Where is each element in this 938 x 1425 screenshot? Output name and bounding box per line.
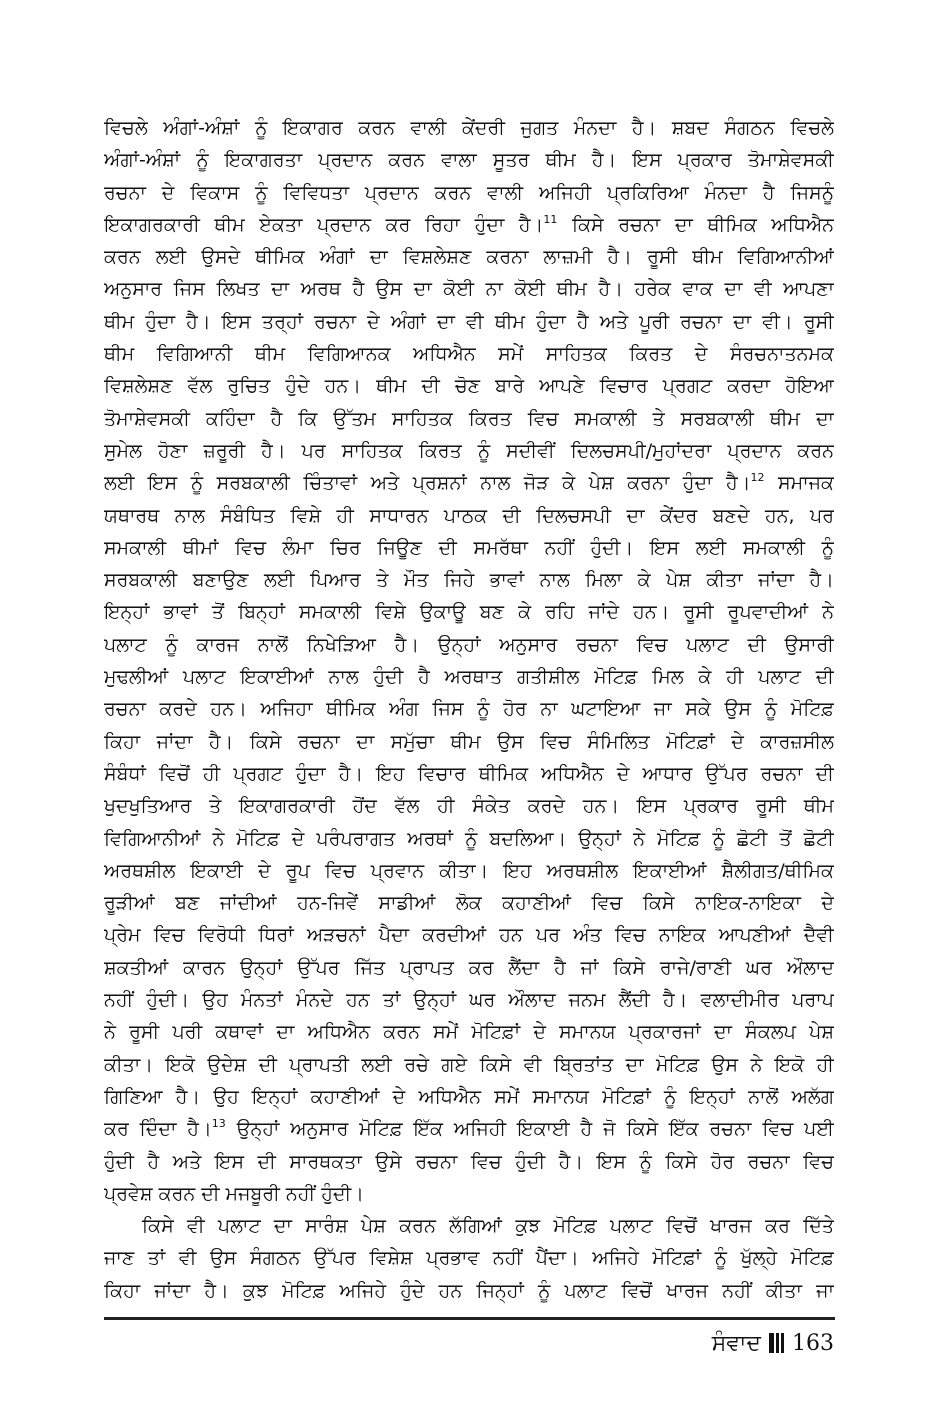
text-line: ਹੁੰਦੀ ਹੈ ਅਤੇ ਇਸ ਦੀ ਸਾਰਥਕਤਾ ਉਸੇ ਰਚਨਾ ਵਿਚ ਹੁੰਦੀ ਹੈ। ਇਸ ਨੂੰ ਕਿਸੇ ਹੋਰ ਰਚਨਾ ਵਿਚ — [104, 1150, 834, 1173]
text-line: ਅਨੁਸਾਰ ਜਿਸ ਲਿਖਤ ਦਾ ਅਰਥ ਹੈ ਉਸ ਦਾ ਕੋਈ ਨਾ ਕੋਈ ਥੀਮ ਹੈ। ਹਰੇਕ ਵਾਕ ਦਾ ਵੀ ਆਪਣਾ — [104, 278, 834, 301]
body-text — [104, 112, 834, 1307]
separator-bars-icon — [769, 1333, 784, 1353]
text-line: ਕਿਸੇ ਵੀ ਪਲਾਟ ਦਾ ਸਾਰੰਸ਼ ਪੇਸ਼ ਕਰਨ ਲੱਗਿਆਂ ਕੁਝ ਮੋਟਿਫ਼ ਪਲਾਟ ਵਿਚੋਂ ਖਾਰਜ ਕਰ ਦਿੱਤੇ — [142, 1215, 834, 1238]
text-segment: ਕਿਸੇ ਰਚਨਾ ਦਾ ਥੀਮਿਕ ਅਧਿਐਨ — [557, 213, 834, 236]
text-line: ਇਨ੍ਹਾਂ ਭਾਵਾਂ ਤੋਂ ਬਿਨ੍ਹਾਂ ਸਮਕਾਲੀ ਵਿਸ਼ੇ ਉਕਾਊ ਬਣ ਕੇ ਰਹਿ ਜਾਂਦੇ ਹਨ। ਰੂਸੀ ਰੂਪਵਾਦੀਆਂ ਨੇ — [104, 601, 834, 624]
text-line — [104, 467, 834, 499]
text-line — [104, 1113, 834, 1145]
text-line: ਕਰਨ ਲਈ ਉਸਦੇ ਥੀਮਿਕ ਅੰਗਾਂ ਦਾ ਵਿਸ਼ਲੇਸ਼ਣ ਕਰਨਾ ਲਾਜ਼ਮੀ ਹੈ। ਰੂਸੀ ਥੀਮ ਵਿਗਿਆਨੀਆਂ — [104, 246, 834, 269]
text-line: ਅਰਥਸ਼ੀਲ ਇਕਾਈ ਦੇ ਰੂਪ ਵਿਚ ਪ੍ਰਵਾਨ ਕੀਤਾ। ਇਹ ਅਰਥਸ਼ੀਲ ਇਕਾਈਆਂ ਸ਼ੈਲੀਗਤ/ਥੀਮਿਕ — [104, 859, 834, 882]
text-line: ਜਾਣ ਤਾਂ ਵੀ ਉਸ ਸੰਗਠਨ ਉੱਪਰ ਵਿਸ਼ੇਸ਼ ਪ੍ਰਭਾਵ ਨਹੀਂ ਪੈਂਦਾ। ਅਜਿਹੇ ਮੋਟਿਫ਼ਾਂ ਨੂੰ ਖੁੱਲ੍ਹੇ ਮੋਟਿਫ਼ — [104, 1247, 834, 1270]
text-segment: ਇਕਾਗਰਕਾਰੀ ਥੀਮ ਏਕਤਾ ਪ੍ਰਦਾਨ ਕਰ ਰਿਹਾ ਹੁੰਦਾ ਹੈ। — [104, 213, 544, 236]
text-line: ਕਿਹਾ ਜਾਂਦਾ ਹੈ। ਕਿਸੇ ਰਚਨਾ ਦਾ ਸਮੁੱਚਾ ਥੀਮ ਉਸ ਵਿਚ ਸੰਮਿਲਿਤ ਮੋਟਿਫ਼ਾਂ ਦੇ ਕਾਰਜ਼ਸੀਲ — [104, 730, 834, 753]
text-segment: ਲਈ ਇਸ ਨੂੰ ਸਰਬਕਾਲੀ ਚਿੰਤਾਵਾਂ ਅਤੇ ਪ੍ਰਸ਼ਨਾਂ ਨਾਲ ਜੋੜ ਕੇ ਪੇਸ਼ ਕਰਨਾ ਹੁੰਦਾ ਹੈ। — [104, 472, 751, 495]
text-line: ਸੰਬੰਧਾਂ ਵਿਚੋਂ ਹੀ ਪ੍ਰਗਟ ਹੁੰਦਾ ਹੈ। ਇਹ ਵਿਚਾਰ ਥੀਮਿਕ ਅਧਿਐਨ ਦੇ ਆਧਾਰ ਉੱਪਰ ਰਚਨਾ ਦੀ — [104, 762, 834, 785]
page-number: 163 — [792, 1330, 834, 1356]
text-line: ਤੋਮਾਸ਼ੇਵਸਕੀ ਕਹਿੰਦਾ ਹੈ ਕਿ ਉੱਤਮ ਸਾਹਿਤਕ ਕਿਰਤ ਵਿਚ ਸਮਕਾਲੀ ਤੇ ਸਰਬਕਾਲੀ ਥੀਮ ਦਾ — [104, 407, 834, 430]
text-line: ਸਮਕਾਲੀ ਥੀਮਾਂ ਵਿਚ ਲੰਮਾ ਚਿਰ ਜਿਊਣ ਦੀ ਸਮਰੱਥਾ ਨਹੀਂ ਹੁੰਦੀ। ਇਸ ਲਈ ਸਮਕਾਲੀ ਨੂੰ — [104, 536, 834, 559]
text-line: ਕੀਤਾ। ਇਕੋ ਉਦੇਸ਼ ਦੀ ਪ੍ਰਾਪਤੀ ਲਈ ਰਚੇ ਗਏ ਕਿਸੇ ਵੀ ਬ੍ਰਿਤਾਂਤ ਦਾ ਮੋਟਿਫ਼ ਉਸ ਨੇ ਇਕੋ ਹੀ — [104, 1053, 834, 1076]
page-footer — [712, 1326, 834, 1360]
text-line: ਨਹੀਂ ਹੁੰਦੀ। ਉਹ ਮੰਨਤਾਂ ਮੰਨਦੇ ਹਨ ਤਾਂ ਉਨ੍ਹਾਂ ਘਰ ਔਲਾਦ ਜਨਮ ਲੈਂਦੀ ਹੈ। ਵਲਾਦੀਮੀਰ ਪਰਾਪ — [104, 989, 834, 1012]
text-line: ਯਥਾਰਥ ਨਾਲ ਸੰਬੰਧਿਤ ਵਿਸ਼ੇ ਹੀ ਸਾਧਾਰਨ ਪਾਠਕ ਦੀ ਦਿਲਚਸਪੀ ਦਾ ਕੇਂਦਰ ਬਣਦੇ ਹਨ, ਪਰ — [104, 504, 834, 527]
text-line: ਅੰਗਾਂ-ਅੰਸ਼ਾਂ ਨੂੰ ਇਕਾਗਰਤਾ ਪ੍ਰਦਾਨ ਕਰਨ ਵਾਲਾ ਸੂਤਰ ਥੀਮ ਹੈ। ਇਸ ਪ੍ਰਕਾਰ ਤੋਮਾਸ਼ੇਵਸਕੀ — [104, 149, 834, 172]
text-line: ਖੁਦਖੁਤਿਆਰ ਤੇ ਇਕਾਗਰਕਾਰੀ ਹੋਂਦ ਵੱਲ ਹੀ ਸੰਕੇਤ ਕਰਦੇ ਹਨ। ਇਸ ਪ੍ਰਕਾਰ ਰੂਸੀ ਥੀਮ — [104, 795, 834, 818]
text-segment: ਕਰ ਦਿੰਦਾ ਹੈ। — [104, 1118, 212, 1141]
text-segment: ਉਨ੍ਹਾਂ ਅਨੁਸਾਰ ਮੋਟਿਫ਼ ਇੱਕ ਅਜਿਹੀ ਇਕਾਈ ਹੈ ਜੋ ਕਿਸੇ ਇੱਕ ਰਚਨਾ ਵਿਚ ਪਈ — [225, 1118, 834, 1141]
text-line: ਪਲਾਟ ਨੂੰ ਕਾਰਜ ਨਾਲੋਂ ਨਿਖੇੜਿਆ ਹੈ। ਉਨ੍ਹਾਂ ਅਨੁਸਾਰ ਰਚਨਾ ਵਿਚ ਪਲਾਟ ਦੀ ਉਸਾਰੀ — [104, 633, 834, 656]
text-line: ਕਿਹਾ ਜਾਂਦਾ ਹੈ। ਕੁਝ ਮੋਟਿਫ਼ ਅਜਿਹੇ ਹੁੰਦੇ ਹਨ ਜਿਨ੍ਹਾਂ ਨੂੰ ਪਲਾਟ ਵਿਚੋਂ ਖਾਰਜ ਨਹੀਂ ਕੀਤਾ ਜਾ — [104, 1279, 834, 1302]
text-line: ਰੂੜੀਆਂ ਬਣ ਜਾਂਦੀਆਂ ਹਨ-ਜਿਵੇਂ ਸਾਡੀਆਂ ਲੋਕ ਕਹਾਣੀਆਂ ਵਿਚ ਕਿਸੇ ਨਾਇਕ-ਨਾਇਕਾ ਦੇ — [104, 892, 834, 915]
text-line: ਵਿਚਲੇ ਅੰਗਾਂ-ਅੰਸ਼ਾਂ ਨੂੰ ਇਕਾਗਰ ਕਰਨ ਵਾਲੀ ਕੇਂਦਰੀ ਜੁਗਤ ਮੰਨਦਾ ਹੈ। ਸ਼ਬਦ ਸੰਗਠਨ ਵਿਚਲੇ — [104, 117, 834, 139]
text-segment: ਸਮਾਜਕ — [764, 472, 834, 495]
text-line: ਰਚਨਾ ਕਰਦੇ ਹਨ। ਅਜਿਹਾ ਥੀਮਿਕ ਅੰਗ ਜਿਸ ਨੂੰ ਹੋਰ ਨਾ ਘਟਾਇਆ ਜਾ ਸਕੇ ਉਸ ਨੂੰ ਮੋਟਿਫ਼ — [104, 698, 834, 721]
text-line: ਪ੍ਰੇਮ ਵਿਚ ਵਿਰੋਧੀ ਧਿਰਾਂ ਅੜਚਨਾਂ ਪੈਦਾ ਕਰਦੀਆਂ ਹਨ ਪਰ ਅੰਤ ਵਿਚ ਨਾਇਕ ਆਪਣੀਆਂ ਦੈਵੀ — [104, 924, 834, 947]
text-line: ਥੀਮ ਵਿਗਿਆਨੀ ਥੀਮ ਵਿਗਿਆਨਕ ਅਧਿਐਨ ਸਮੇਂ ਸਾਹਿਤਕ ਕਿਰਤ ਦੇ ਸੰਰਚਨਾਤਨਮਕ — [104, 343, 834, 366]
text-line: ਵਿਗਿਆਨੀਆਂ ਨੇ ਮੋਟਿਫ਼ ਦੇ ਪਰੰਪਰਾਗਤ ਅਰਥਾਂ ਨੂੰ ਬਦਲਿਆ। ਉਨ੍ਹਾਂ ਨੇ ਮੋਟਿਫ਼ ਨੂੰ ਛੋਟੀ ਤੋਂ ਛੋਟੀ — [104, 827, 834, 850]
text-line: ਸ਼ਕਤੀਆਂ ਕਾਰਨ ਉਨ੍ਹਾਂ ਉੱਪਰ ਜਿੱਤ ਪ੍ਰਾਪਤ ਕਰ ਲੈਂਦਾ ਹੈ ਜਾਂ ਕਿਸੇ ਰਾਜੇ/ਰਾਣੀ ਘਰ ਔਲਾਦ — [104, 956, 834, 979]
text-line: ਪ੍ਰਵੇਸ਼ ਕਰਨ ਦੀ ਮਜਬੂਰੀ ਨਹੀਂ ਹੁੰਦੀ। — [104, 1182, 364, 1205]
journal-name: ਸੰਵਾਦ — [711, 1330, 761, 1356]
text-line — [104, 209, 834, 241]
text-line: ਮੁਢਲੀਆਂ ਪਲਾਟ ਇਕਾਈਆਂ ਨਾਲ ਹੁੰਦੀ ਹੈ ਅਰਥਾਤ ਗਤੀਸ਼ੀਲ ਮੋਟਿਫ਼ ਮਿਲ ਕੇ ਹੀ ਪਲਾਟ ਦੀ — [104, 666, 834, 689]
footnote-marker: 12 — [750, 471, 765, 485]
text-line: ਸੁਮੇਲ ਹੋਣਾ ਜ਼ਰੂਰੀ ਹੈ। ਪਰ ਸਾਹਿਤਕ ਕਿਰਤ ਨੂੰ ਸਦੀਵੀਂ ਦਿਲਚਸਪੀ/ਮੁਹਾਂਦਰਾ ਪ੍ਰਦਾਨ ਕਰਨ — [104, 439, 834, 462]
text-line: ਗਿਣਿਆ ਹੈ। ਉਹ ਇਨ੍ਹਾਂ ਕਹਾਣੀਆਂ ਦੇ ਅਧਿਐਨ ਸਮੇਂ ਸਮਾਨਯ ਮੋਟਿਫ਼ਾਂ ਨੂੰ ਇਨ੍ਹਾਂ ਨਾਲੋਂ ਅਲੱਗ — [104, 1085, 834, 1108]
footnote-marker: 13 — [211, 1117, 226, 1131]
text-line: ਨੇ ਰੂਸੀ ਪਰੀ ਕਥਾਵਾਂ ਦਾ ਅਧਿਐਨ ਕਰਨ ਸਮੇਂ ਮੋਟਿਫ਼ਾਂ ਦੇ ਸਮਾਨਯ ਪ੍ਰਕਾਰਜਾਂ ਦਾ ਸੰਕਲਪ ਪੇਸ਼ — [104, 1021, 834, 1044]
footer-rule — [104, 1317, 835, 1320]
text-line: ਸਰਬਕਾਲੀ ਬਣਾਉਣ ਲਈ ਪਿਆਰ ਤੇ ਮੌਤ ਜਿਹੇ ਭਾਵਾਂ ਨਾਲ ਮਿਲਾ ਕੇ ਪੇਸ਼ ਕੀਤਾ ਜਾਂਦਾ ਹੈ। — [104, 569, 834, 592]
text-line: ਰਚਨਾ ਦੇ ਵਿਕਾਸ ਨੂੰ ਵਿਵਿਧਤਾ ਪ੍ਰਦਾਨ ਕਰਨ ਵਾਲੀ ਅਜਿਹੀ ਪ੍ਰਕਿਰਿਆ ਮੰਨਦਾ ਹੈ ਜਿਸਨੂੰ — [104, 181, 834, 204]
text-line: ਵਿਸ਼ਲੇਸ਼ਣ ਵੱਲ ਰੁਚਿਤ ਹੁੰਦੇ ਹਨ। ਥੀਮ ਦੀ ਚੋਣ ਬਾਰੇ ਆਪਣੇ ਵਿਚਾਰ ਪ੍ਰਗਟ ਕਰਦਾ ਹੋਇਆ — [104, 375, 834, 398]
footnote-marker: 11 — [543, 212, 558, 226]
text-line: ਥੀਮ ਹੁੰਦਾ ਹੈ। ਇਸ ਤਰ੍ਹਾਂ ਰਚਨਾ ਦੇ ਅੰਗਾਂ ਦਾ ਵੀ ਥੀਮ ਹੁੰਦਾ ਹੈ ਅਤੇ ਪੂਰੀ ਰਚਨਾ ਦਾ ਵੀ। ਰੂਸੀ — [104, 310, 834, 333]
